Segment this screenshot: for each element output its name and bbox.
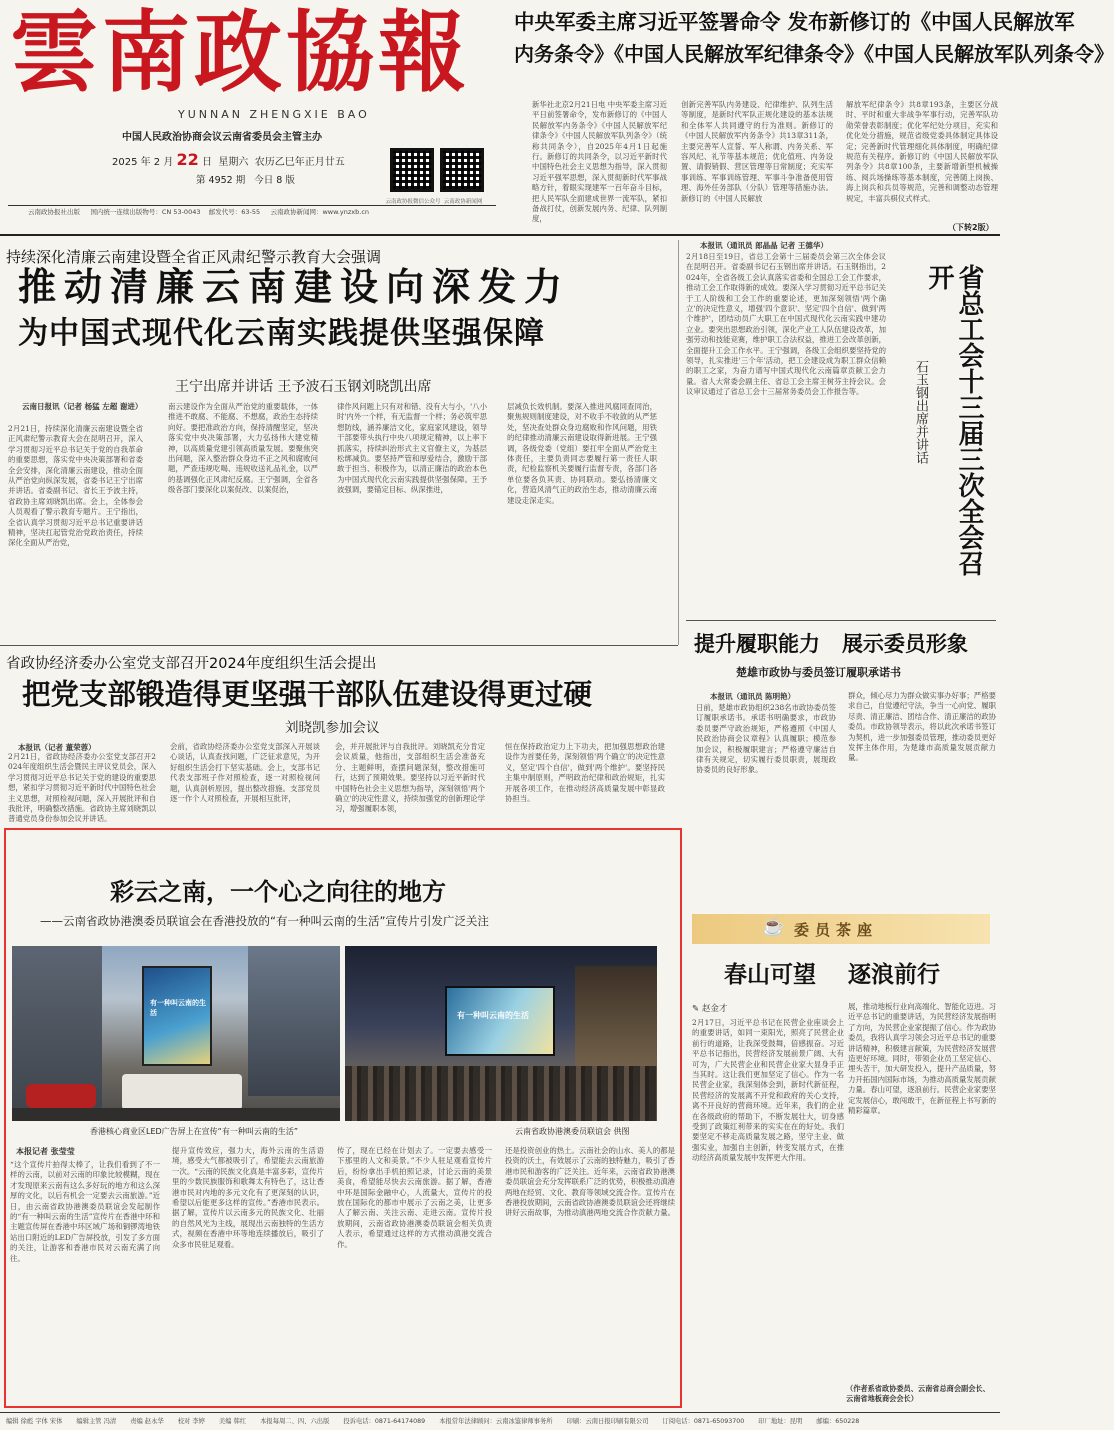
committee-subhead: 楚雄市政协与委员签订履职承诺书 — [736, 666, 901, 679]
sponsor-line: 中国人民政治协商会议云南省委员会主管主办 — [122, 132, 322, 143]
lead-byline: 云南日报讯（记者 杨猛 左超 谢进） — [22, 402, 143, 411]
committee-headline-1: 提升履职能力 — [694, 632, 820, 656]
logo-pinyin: YUNNAN ZHENGXIE BAO — [178, 108, 370, 121]
tea-col-1: 2月17日，习近平总书记在民营企业座谈会上的重要讲话，如同一束阳光，照亮了民营企业前行的道路，让我深受鼓舞，倍感振奋。习近平总书记指出，民营经济发展前景广阔、大有可为，广大民营企业和民营企业家大显身手正当其时。这让我们更加坚定了信心。作为一名民营企业家，我深刻体会到，新时代新征程，民营经济的发展离不开党和政府的关心支持，离不开良好的营商环境。近年来，我们的企业在各级政府的帮助下，不断发展壮大，切身感受到了政策红利带来的实实在在的好处。我们要坚定不移走高质量发展之路，坚守主业、做强实业，加强自主创新，转变发展方式，在推动经济高质量发展中发挥更大作用。 — [692, 1018, 844, 1163]
publication-info — [28, 207, 498, 216]
footer-item: 投诉电话：0871-64174089 — [343, 1418, 426, 1425]
cn-number: 国内统一连续出版物号：CN 53-0043 — [90, 208, 201, 216]
feature-col-2: 提升宣传效应，强力大，海外云南的生活语境，感受大气都被吸引了，希望能去云南旅游一次。“云南的民族文化真是丰富多彩，宣传片里的少数民族服饰和歌舞太有特色了，这让香港市民对内地的多元文化有了更深刻的认识，希望以后能更多这样的宣传。”香港市民表示。据了解，宣传片以云南多元的民族文化、壮丽的自然风光为主线，展现出云南独特的生活方式，视频在香港中环等地连续播放后，吸引了众多市民驻足观看。 — [172, 1146, 324, 1249]
committee-byline: 本报讯（通讯员 陈明艳） — [710, 692, 796, 701]
continued-marker: （下转2版） — [948, 223, 994, 232]
date-prefix: 2025 年 2 月 — [112, 157, 174, 168]
night-billboard-text: 有一种叫云南的生活 — [457, 1011, 529, 1020]
page-count: 今日 8 版 — [254, 175, 295, 186]
tea-headline — [724, 956, 940, 989]
top-story-headline-1: 中央军委主席习近平签署命令 发布新修订的《中国人民解放军 — [514, 10, 1075, 34]
lunar-date: 农历乙巳年正月廿五 — [254, 157, 345, 168]
photo2-caption: 云南省政协港澳委员联谊会 供图 — [515, 1127, 630, 1136]
trade-union-byline: 本报讯（通讯员 郎晶晶 记者 王德华） — [700, 241, 828, 250]
lead-headline-2: 为中国式现代化云南实践提供坚强保障 — [18, 316, 545, 351]
feature-subhead: ——云南省政协港澳委员联谊会在香港投放的“有一种叫云南的生活”宣传片引发广泛关注 — [40, 914, 489, 928]
lead-kicker: 持续深化清廉云南建设暨全省正风肃纪警示教育大会强调 — [6, 248, 382, 266]
date-suffix: 日 — [202, 157, 212, 168]
top-story-col-2: 创新完善军队内务建设、纪律维护、队列生活等制度，是新时代军队正规化建设的基本法规和全体军人共同遵守的行为准则。新修订的《中国人民解放军内务条令》共13章311条，主要完善军人宣誓、军人称谓、内务关系、军容风纪、礼节等基本规范；优化值班、内务设置、请假销假、营区管理等日常制度；充实军事训练、军事训练管理、军事斗争准备使用管理、海外任务部队（分队）管理等措施办法。新修订的《中国人民解放 — [681, 100, 833, 203]
committee-col-2: 群众，倾心尽力为群众做实事办好事；严格要求自己，自觉遵纪守法，争当一心向党、履职尽责、清正廉洁、团结合作、清正廉洁的政协委员。市政协领导表示，将以此次承诺书签订为契机，进一步加强委员管理，推动委员更好发挥主体作用，为楚雄市高质量发展贡献力量。 — [848, 691, 996, 763]
footer-bar — [6, 1416, 996, 1428]
white-truck — [122, 1074, 242, 1110]
newspaper-logo: 雲南政協報 — [10, 0, 471, 104]
pen-icon: ✎ — [692, 1004, 700, 1014]
tea-author-name: 赵金才 — [701, 1004, 728, 1014]
website-qr-code — [440, 148, 484, 192]
tea-col-2: 展，推动地板行业向高端化、智能化迈进。习近平总书记的重要讲话，为民营经济发展指明了方向，为民营企业家提振了信心。作为政协委员，我将认真学习领会习近平总书记的重要讲话精神，积极建言献策，为民营经济发展营造更好环境。同时，带领企业员工坚定信心、埋头苦干，加大研发投入，提升产品质量，努力开拓国内国际市场，为推动高质量发展贡献力量。春山可望，逐浪前行。民营企业家要坚定发展信心，敢闯敢干，在新征程上书写新的精彩篇章。 — [848, 1002, 996, 1116]
feature-col-4: 还是投资创业的热土。云南社会的山水、美人的都是投资的沃土，有效展示了云南的独特魅力，吸引了香港市民和游客的广泛关注。近年来，云南省政协港澳委员联谊会充分发挥联系广泛的优势，积极推动滇港两地在经贸、文化、教育等领域交流合作。宣传片在香港投放期间，云南省政协港澳委员联谊会还将继续讲好云南故事，为推动滇港两地交流合作贡献力量。 — [505, 1146, 675, 1218]
issue-date — [112, 150, 345, 169]
party-byline: 本报讯（记者 董荣蓉） — [18, 743, 96, 752]
footer-item: 印刷：云南日报印刷有限公司 — [566, 1418, 649, 1425]
website-line: 云南政协新闻网：www.ynzxb.cn — [270, 208, 370, 216]
billboard-text: 有一种叫云南的生活 — [150, 999, 206, 1017]
trade-union-headline: 省总工会十三届三次全会召开 — [924, 264, 984, 576]
footer-item: 美编 韩红 — [218, 1418, 247, 1425]
photo1-caption: 香港核心商业区LED广告屏上在宣传“有一种叫云南的生活” — [90, 1127, 298, 1136]
postal-code: 邮发代号：63-55 — [208, 208, 261, 216]
top-story-col-3: 解放军纪律条令》共8章193条，主要区分战时、平时和重大非战争军事行动，完善军队功勋荣誉表彰制度；优化军纪处分项目，充实和优化处分措施，规范省级党委具体制定具体设定；完善新时代管理细化具体制度，明确纪律规范有关程序。新修订的《中国人民解放军队列条令》共8章100条，主要新增新型机械操练、阅兵场操练等基本制度，完善随上岗换、海上岗兵和兵员等规范，完善和调整动态管理规定，丰富兵棋仪式样式。 — [846, 100, 998, 203]
tea-author-note: （作者系省政协委员、云南省总商会副会长、云南省地板商会会长） — [846, 1384, 990, 1403]
top-story-headline-2: 内务条令》《中国人民解放军纪律条令》《中国人民解放军队列条令》 — [514, 42, 1114, 66]
party-headline: 把党支部锻造得更坚强干部队伍建设得更过硬 — [22, 678, 593, 711]
footer-item: 本报每周二、四、六出版 — [260, 1418, 330, 1425]
street-road — [12, 1108, 340, 1121]
issue-no: 第 4952 期 — [196, 175, 246, 186]
crowd — [345, 1066, 657, 1121]
teacup-icon: ☕ — [762, 916, 785, 937]
publisher: 云南政协报社出版 — [28, 208, 80, 216]
feature-byline: 本报记者 张莹莹 — [16, 1147, 75, 1156]
tea-author — [692, 1002, 727, 1014]
footer-item: 责编 赵永华 — [130, 1418, 164, 1425]
tea-banner — [692, 914, 990, 944]
lead-col-1: 2月21日，持续深化清廉云南建设暨全省正风肃纪警示教育大会在昆明召开，深入学习贯彻习近平总书记关于党的自我革命的重要思想，落实党中央决策部署和省委全会安排，深化清廉云南建设，推动全面从严治党向纵深发展，省委书记王宁出席并讲话。省委副书记、省长王予波主持，省政协主席刘晓凯出席。会上，全体参会人员观看了警示教育专题片。王宁指出，全省认真学习贯彻习近平总书记重要讲话精神，坚决扛起管党治党政治责任，持续深化全面从严治党， — [8, 424, 143, 548]
lead-headline-1: 推动清廉云南建设向深发力 — [18, 265, 571, 309]
night-led-screen — [445, 986, 555, 1056]
weekday: 星期六 — [218, 157, 249, 168]
party-col-3: 会，并开展批评与自我批评。刘晓凯充分肯定会议质量，他指出，支部组织生活会准备充分、主题鲜明，查摆问题深刻，整改措施可行，达到了预期效果。要坚持以习近平新时代中国特色社会主义思想为指导，深刻领悟'两个确立'的决定性意义，持续加强党的创新理论学习，增强履职本领， — [335, 742, 485, 814]
trade-union-text: 2月18日至19日，省总工会第十三届委员会第三次全体会议在昆明召开。省委副书记石玉钢出席并讲话。石玉钢指出，2024年，全省各级工会认真落实省委和全国总工会工作要求，推动工会工作取得新的成效。要深入学习贯彻习近平总书记关于工人阶级和工会工作的重要论述，更加深刻领悟'两个确立'的决定性意义，增强'四个意识'、坚定'四个自信'、做到'两个维护'，团结动员广大职工在中国式现代化云南实践中建功立业。要突出思想政治引领，深化产业工人队伍建设改革，加强劳动和技能竞赛，维护职工合法权益，推进工会改革创新，全面提升工会工作水平。王宁强调，各级工会组织要坚持党的领导，扎实推进'三个年'活动，把工会建设成为职工群众信赖的职工之家，为奋力谱写中国式现代化云南篇章贡献工会力量。省人大常委会副主任、省总工会主席王树芬主持会议。会议审议通过了省总工会十三届常务委员会工作报告等。 — [686, 252, 886, 397]
red-taxi — [26, 1084, 96, 1108]
qr1-caption: 云南政协报微信公众号 — [385, 199, 441, 205]
party-kicker: 省政协经济委办公室党支部召开2024年度组织生活会提出 — [6, 656, 377, 672]
building-right — [248, 946, 340, 1096]
footer-item: 邮编：650228 — [816, 1418, 860, 1425]
wechat-qr-code — [390, 148, 434, 192]
lead-col-4: 层减负长效机制。要深入推进风腐同查同治，聚焦规则制度建设，对不收手不收敛的从严惩处，坚决查处群众身边腐败和作风问题，用铁的纪律推动清廉云南建设取得新进展。王宁强调，各级党委（党组）要扛牢全面从严治党主体责任，主要负责同志要履行第一责任人职责，纪检监察机关要履行监督专责，各部门各单位要各负其责、协同联动。要弘扬清廉文化，营造风清气正的政治生态，推动清廉云南建设走深走实。 — [507, 402, 657, 505]
footer-item: 本报常年法律顾问：云南冰鉴律师事务所 — [439, 1418, 553, 1425]
footer-item: 印厂地址：昆明 — [758, 1418, 803, 1425]
party-col-4: 恒在保持政治定力上下功夫，把加强思想政治建设作为首要任务，深刻领悟'两个确立'的决定性意义，坚定'四个自信'，做到'两个维护'。要坚持民主集中制原则，严明政治纪律和政治规矩，扎实开展各项工作，在推动经济高质量发展中彰显政协担当。 — [505, 742, 665, 804]
committee-headline-2: 展示委员形象 — [841, 632, 968, 656]
top-story-col-1: 新华社北京2月21日电 中央军委主席习近平日前签署命令，发布新修订的《中国人民解放军内务条令》《中国人民解放军纪律条令》《中国人民解放军队列条令》（统称共同条令），自2025年4月1日起施行。新修订的共同条令，以习近平新时代中国特色社会主义思想为指导，深入贯彻习近平强军思想，深入贯彻新时代军事战略方针，着眼实现建军一百年奋斗目标，把人民军队全面建成世界一流军队，紧扣备战打仗，创新发展内务、纪律、队列制度， — [532, 100, 667, 224]
date-day: 22 — [176, 150, 199, 169]
footer-item: 编辑 徐彪 字体 宋体 — [6, 1418, 63, 1425]
lead-subhead: 王宁出席并讲话 王予波石玉钢刘晓凯出席 — [175, 379, 432, 395]
footer-item: 校对 李婷 — [177, 1418, 205, 1425]
tea-banner-label: 委员茶座 — [794, 921, 879, 939]
lead-col-2: 南云建设作为全面从严治党的重要载体，一体推进不敢腐、不能腐、不想腐，政治生态持续向好。要把准政治方向，保持清醒坚定，坚决落实党中央决策部署，大力弘扬伟大建党精神，以高质量党建引领高质量发展。要聚焦突出问题，深入整治群众身边不正之风和腐败问题，严查违规吃喝、违规收送礼品礼金，以严的基调强化正风肃纪反腐。王宁强调，全省各级各部门要深化以案促改、以案促治， — [168, 402, 318, 495]
party-col-1: 2月21日，省政协经济委办公室党支部召开2024年度组织生活会暨民主评议党员会，深入学习贯彻习近平总书记关于党的建设的重要思想，紧扣学习贯彻习近平新时代中国特色社会主义思想，对照检视问题，深入开展批评和自我批评，明确整改措施。省政协主席刘晓凯以普通党员身份参加会议并讲话。 — [8, 752, 156, 824]
party-col-2: 会前，省政协经济委办公室党支部深入开展谈心谈话，认真查找问题，广泛征求意见，为开好组织生活会打下坚实基础。会上，支部书记代表支部班子作对照检查，逐一对照检视问题，认真剖析原因，提出整改措施。支部党员逐一作个人对照检查，开展相互批评， — [170, 742, 320, 804]
feature-col-1: “这个宣传片拍得太棒了，让我们看到了不一样的云南，以前对云南的印象比较模糊，现在才发现原来云南有这么多好玩的地方和这么深厚的文化，以后有机会一定要去云南旅游。”近日，由云南省政协港澳委员联谊会发起制作的“有一种叫云南的生活”宣传片在香港中环和主题宣传屏在香港中环区域广场和铜锣湾地铁站出口附近的LED广告屏投放，引发了多方面的关注，让游客和香港市民对云南充满了向往。 — [10, 1160, 160, 1263]
feature-col-3: 传了，现在已经在计划去了。一定要去感受一下那里的人文和美景。”不少人驻足观看宣传片后，纷纷拿出手机拍照记录，讨论云南的美景美食，希望能尽快去云南旅游。据了解，香港中环是国际金融中心，人流量大，宣传片的投放在国际化的都市中展示了云南之美，让更多人了解云南、关注云南、走进云南。宣传片投放期间，云南省政协港澳委员联谊会相关负责人表示，希望通过这样的方式推动滇港交流合作。 — [337, 1146, 492, 1249]
feature-headline: 彩云之南，一个心之向往的地方 — [110, 878, 446, 906]
tea-headline-2: 逐浪前行 — [848, 962, 941, 988]
qr2-caption: 云南政协新闻网 — [443, 199, 483, 205]
lead-col-3: 律作风问题上只有对和错、没有大与小，'八小时'内外一个样，有无监督一个样；务必筑牢思想防线，涵养廉洁文化，家庭家风建设，领导干部要带头执行中央八项规定精神，以上率下抓落实，持续纠治形式主义官僚主义，为基层松绑减负。要坚持严管和厚爱结合，激励干部敢于担当、积极作为，以清正廉洁的政治本色为中国式现代化云南实践提供坚强保障。王予波强调，要锚定目标、纵深推进， — [337, 402, 487, 495]
committee-headline — [694, 628, 1000, 660]
party-subhead: 刘晓凯参加会议 — [285, 720, 380, 736]
crowd-night-photo — [345, 946, 657, 1121]
footer-item: 编辑主管 冯清 — [76, 1418, 117, 1425]
trade-union-subhead: 石玉钢出席并讲话 — [913, 360, 928, 464]
footer-item: 订阅电话：0871-65093700 — [662, 1418, 745, 1425]
issue-number — [196, 172, 295, 186]
hong-kong-street-photo — [12, 946, 340, 1121]
led-billboard — [142, 966, 212, 1066]
tea-headline-1: 春山可望 — [724, 962, 816, 988]
committee-col-1: 日前，楚雄市政协组织238名市政协委员签订履职承诺书。承诺书明确要求，市政协委员要严守政治规矩，严格遵照《中国人民政治协商会议章程》认真履职；模范参加会议，积极履职建言；严格遵守廉洁自律有关规定，切实履行委员职责，展现政协委员的良好形象。 — [696, 703, 836, 775]
